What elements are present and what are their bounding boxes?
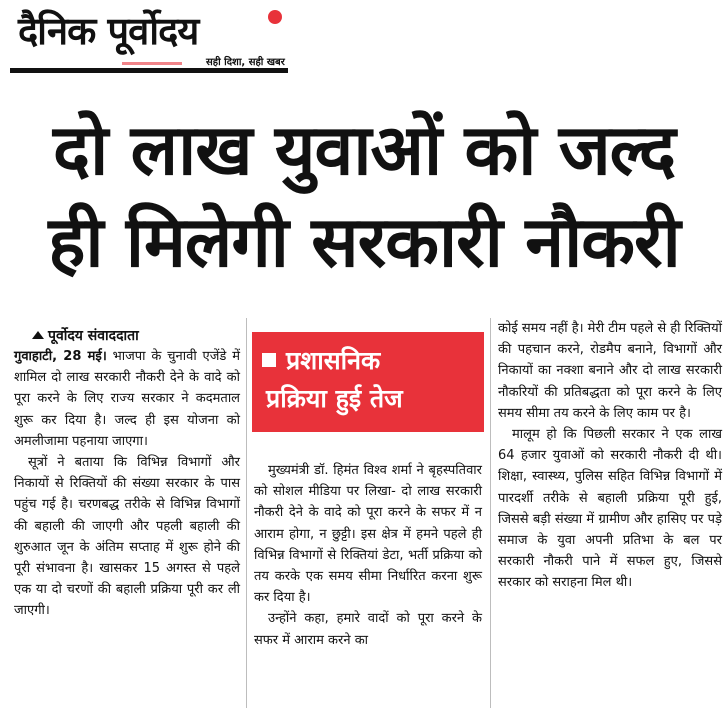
subheading-box <box>252 332 484 432</box>
masthead-rule <box>10 68 288 73</box>
dateline: गुवाहाटी, 28 मई। <box>14 349 107 364</box>
subheading-line-2: प्रक्रिया हुई तेज <box>266 384 403 413</box>
newspaper-logo: दैनिक पूर्वोदय <box>18 9 199 53</box>
headline-line-2: ही मिलेगी सरकारी नौकरी <box>48 201 680 283</box>
logo-red-dot <box>268 10 282 24</box>
article-column-2 <box>254 460 482 651</box>
masthead-accent-line <box>122 62 182 65</box>
headline <box>0 104 728 288</box>
article-paragraph: कोई समय नहीं है। मेरी टीम पहले से ही रिक्तियों की पहचान करने, रोडमैप बनाने, विभागों और निकायों का नक्शा बनाने और दो लाख सरकारी नौकरियों की प्रतिबद्धता को पूरा करने के लिए समय सीमा तय करने के लिए काम पर है। <box>498 321 722 421</box>
article-paragraph: मालूम हो कि पिछली सरकार ने एक लाख 64 हजार युवाओं को सरकारी नौकरी दी थी। शिक्षा, स्वास्थ्य, पुलिस सहित विभिन्न विभागों में पारदर्शी तरीके से बहाली प्रक्रिया पूरी हुई, जिससे बड़ी संख्या में ग्रामीण और हासिए पर पड़े समाज के युवा अपनी प्रतिभा के बल पर सरकारी नौकरी पाने में सफल हुए, जिससे सरकार को सराहना मिल थी। <box>498 427 722 591</box>
column-divider <box>246 318 247 708</box>
byline <box>32 326 240 346</box>
article-paragraph: मुख्यमंत्री डॉ. हिमंत विश्व शर्मा ने बृहस्पतिवार को सोशल मीडिया पर लिखा- दो लाख सरकारी नौकरी देने के वादे को पूरा करने के सफर में न आराम होगा, न छुट्टी। इस क्षेत्र में हमने पहले ही विभिन्न विभागों से रिक्तियां डेटा, भर्ती प्रक्रिया को तय करके एक समय सीमा निर्धारित करना शुरू कर दिया है। <box>254 463 482 606</box>
article-paragraph: उन्होंने कहा, हमारे वादों को पूरा करने के सफर में आराम करने का <box>254 611 482 648</box>
subheading-line-1: प्रशासनिक <box>286 346 381 375</box>
byline-text: पूर्वोदय संवाददाता <box>48 328 139 344</box>
article-column-1 <box>14 326 240 622</box>
article-paragraph: सूत्रों ने बताया कि विभिन्न विभागों और निकायों से रिक्तियों की संख्या सरकार के पास पहुंच गई है। चरणबद्ध तरीके से विभिन्न विभागों की बहाली की जाएगी और पहली बहाली की शुरुआत जून के अंतिम सप्ताह में शुरू होने की पूरी संभावना है। खासकर 15 अगस्त से पहले एक या दो चरणों की बहाली प्रक्रिया पूरी कर ली जाएगी। <box>14 455 240 619</box>
masthead <box>10 4 290 74</box>
headline-line-1: दो लाख युवाओं को जल्द <box>53 109 675 191</box>
masthead-tagline: सही दिशा, सही खबर <box>206 57 285 68</box>
paragraph-text: भाजपा के चुनावी एजेंडे में शामिल दो लाख सरकारी नौकरी देने के वादे को पूरा करने के लिए राज्य सरकार ने कदमताल शुरू कर दिया है। जल्द ही इस योजना को अमलीजामा पहनाया जाएगा। <box>14 349 240 449</box>
article-column-3 <box>498 318 722 594</box>
article-paragraph <box>14 346 240 452</box>
square-bullet-icon <box>262 353 276 367</box>
triangle-icon <box>32 331 44 339</box>
column-divider <box>490 318 491 708</box>
